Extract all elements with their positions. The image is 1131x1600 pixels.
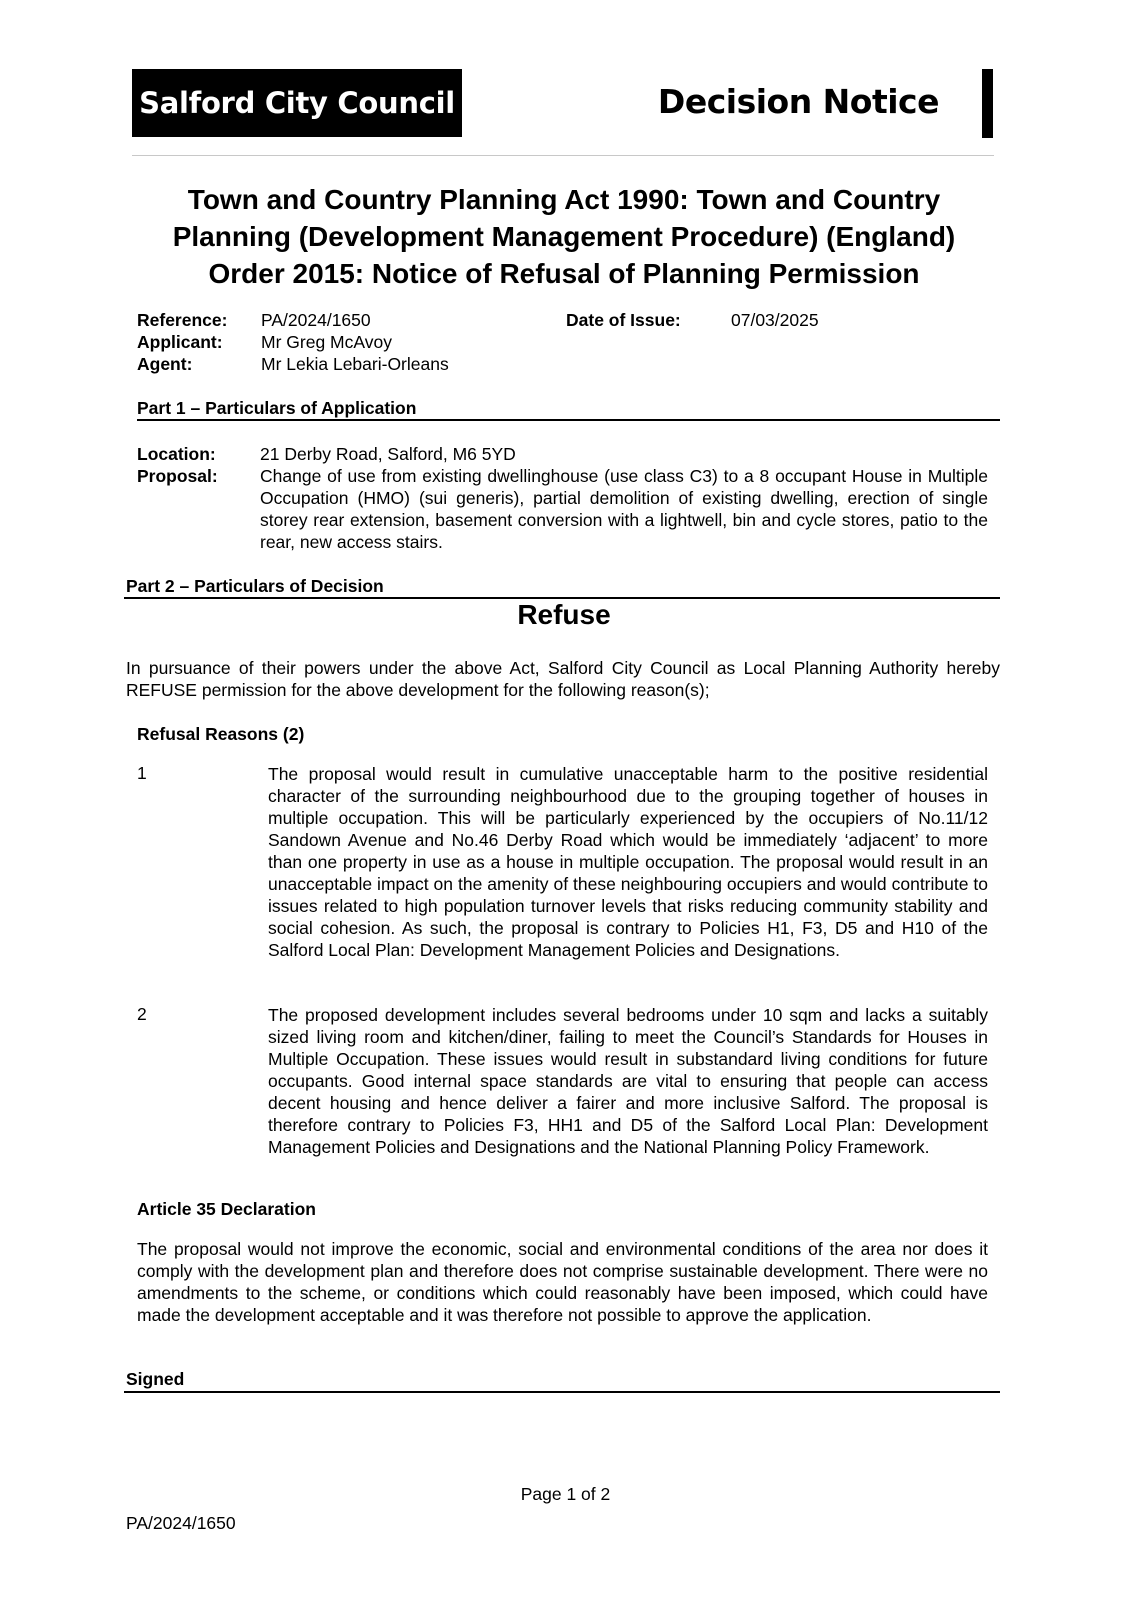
title-line-2: Planning (Development Management Procedure) (England) bbox=[172, 221, 956, 252]
header-divider bbox=[132, 155, 994, 156]
council-logo: Salford City Council bbox=[132, 69, 462, 137]
part1-heading: Part 1 – Particulars of Application bbox=[137, 398, 417, 418]
reason-number: 1 bbox=[137, 763, 147, 783]
location-row bbox=[137, 443, 997, 465]
proposal-label: Proposal: bbox=[137, 466, 218, 486]
page-number: Page 1 of 2 bbox=[520, 1484, 611, 1504]
refusal-heading: Refusal Reasons (2) bbox=[137, 724, 305, 744]
location-value: 21 Derby Road, Salford, M6 5YD bbox=[260, 444, 516, 464]
applicant-label: Applicant: bbox=[137, 332, 223, 352]
article35-text: The proposal would not improve the economic, social and environmental conditions of the area nor does it comply with the development plan and therefore does not comprise sustainable development. There were no amendments to the scheme, or conditions which could reasonably have been imposed, which could have made the development acceptable and it was therefore not possible to approve the application. bbox=[137, 1239, 988, 1325]
location-label: Location: bbox=[137, 444, 216, 464]
date-value: 07/03/2025 bbox=[731, 310, 819, 330]
applicant-value: Mr Greg McAvoy bbox=[261, 332, 392, 352]
decision-intro: In pursuance of their powers under the above Act, Salford City Council as Local Planning Authority hereby REFUSE permission for the above development for the following reason(s); bbox=[126, 658, 1000, 700]
footer-reference: PA/2024/1650 bbox=[126, 1513, 236, 1533]
part1-rule bbox=[137, 419, 1000, 421]
decision-result: Refuse bbox=[517, 599, 611, 630]
proposal-text: Change of use from existing dwellinghouse (use class C3) to a 8 occupant House in Multiple Occupation (HMO) (sui generis), partial demolition of existing dwelling, erection of single storey rear extension, basement conversion with a lightwell, bin and cycle stores, patio to the rear, new access stairs. bbox=[260, 466, 988, 552]
notice-title: Decision Notice bbox=[657, 82, 939, 121]
agent-label: Agent: bbox=[137, 354, 193, 374]
reference-value: PA/2024/1650 bbox=[261, 310, 371, 330]
title-line-3: Order 2015: Notice of Refusal of Planning Permission bbox=[208, 258, 920, 289]
signed-rule bbox=[124, 1391, 1000, 1393]
reason-number: 2 bbox=[137, 1004, 147, 1024]
agent-value: Mr Lekia Lebari-Orleans bbox=[261, 354, 449, 374]
application-meta bbox=[137, 309, 997, 379]
reference-label: Reference: bbox=[137, 310, 228, 330]
part2-heading: Part 2 – Particulars of Decision bbox=[126, 576, 384, 596]
reason-text: The proposal would result in cumulative unacceptable harm to the positive residential character of the surrounding neighbourhood due to the grouping together of houses in multiple occupation. This will be particularly experienced by the occupiers of No.11/12 Sandown Avenue and No.46 Derby Road which would be immediately ‘adjacent’ to more than one property in use as a house in multiple occupation. The proposal would result in an unacceptable impact on the amenity of these neighbouring occupiers and would contribute to issues related to high population turnover levels that risks reducing community stability and social cohesion. As such, the proposal is contrary to Policies H1, F3, D5 and H10 of the Salford Local Plan: Development Management Policies and Designations. bbox=[268, 764, 988, 960]
header-bar bbox=[982, 69, 993, 138]
title-line-1: Town and Country Planning Act 1990: Town and Country bbox=[187, 184, 941, 215]
document-title bbox=[120, 181, 1008, 292]
article35-heading: Article 35 Declaration bbox=[137, 1199, 316, 1219]
date-label: Date of Issue: bbox=[566, 310, 681, 330]
reason-text: The proposed development includes several bedrooms under 10 sqm and lacks a suitably sized living room and kitchen/diner, failing to meet the Council’s Standards for Houses in Multiple Occupation. These issues would result in substandard living conditions for future occupants. Good internal space standards are vital to ensuring that people can access decent housing and hence deliver a fairer and more inclusive Salford. The proposal is therefore contrary to Policies F3, HH1 and D5 of the Salford Local Plan: Development Management Policies and Designations and the National Planning Policy Framework. bbox=[268, 1005, 988, 1157]
signed-heading: Signed bbox=[126, 1369, 185, 1389]
